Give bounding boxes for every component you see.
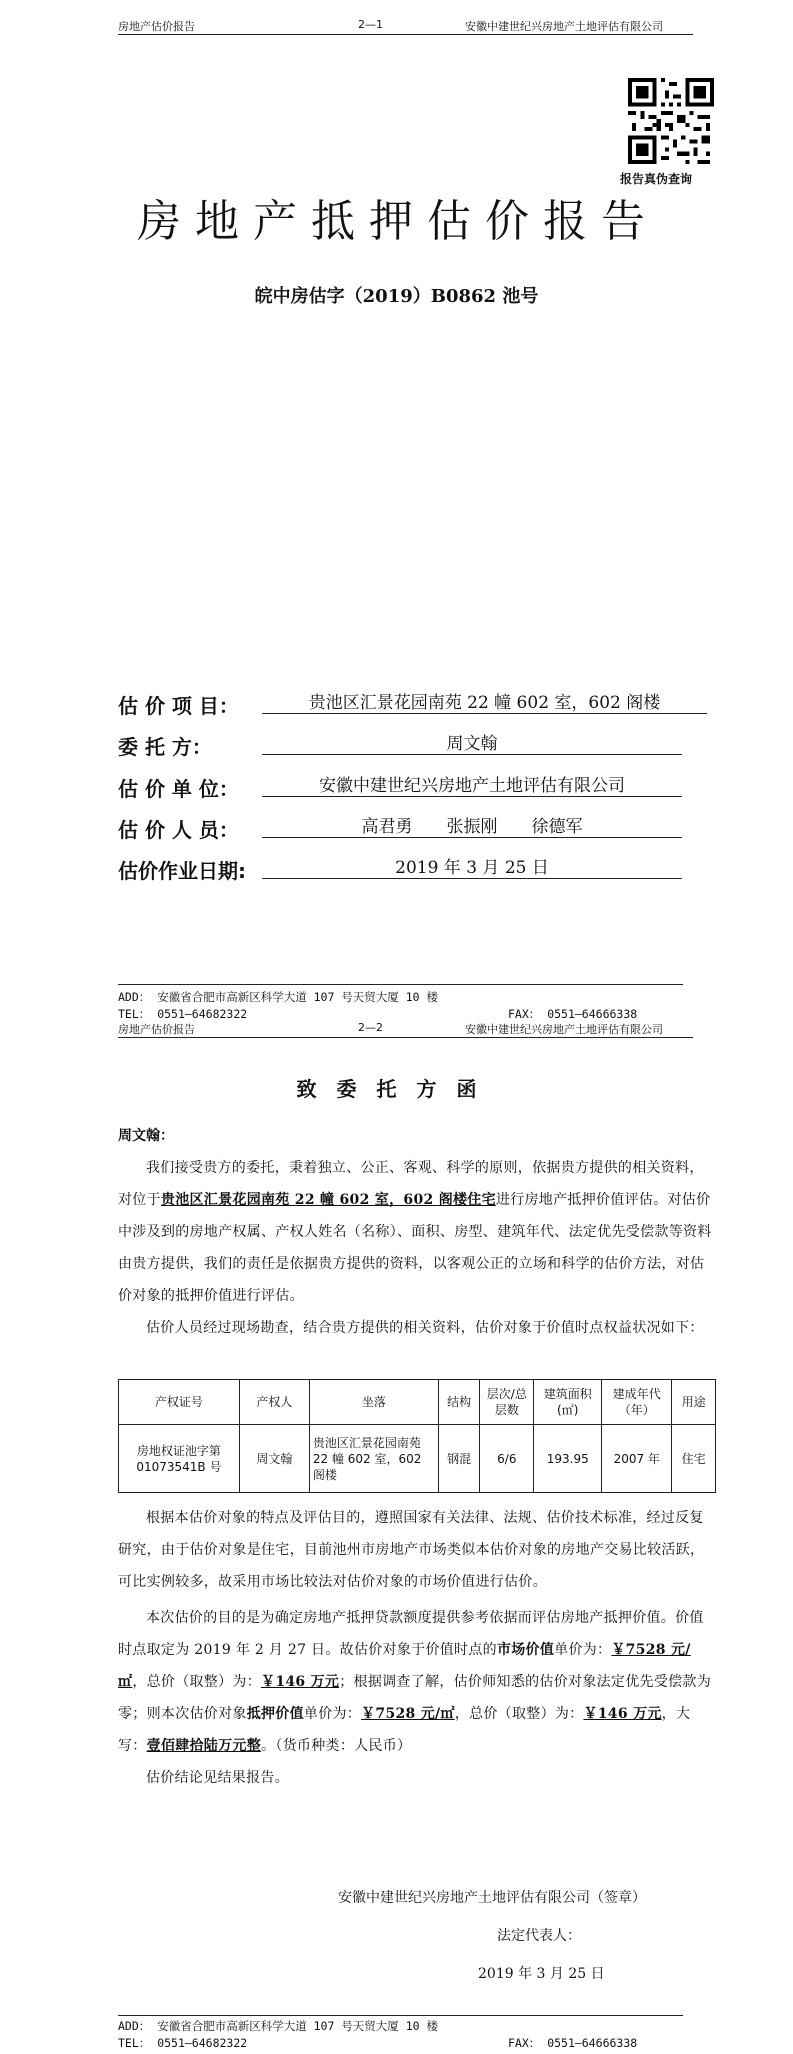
header-rule — [118, 34, 693, 35]
footer-fax: FAX： 0551—64666338 — [508, 1007, 638, 1021]
table-header-cell: 用途 — [672, 1380, 716, 1425]
field-label-unit: 估 价 单 位： — [118, 777, 239, 801]
header-rule — [118, 1037, 693, 1038]
report-title: 房地产抵押估价报告 — [137, 196, 659, 247]
signature-representative: 法定代表人： — [497, 1928, 581, 1944]
table-header-cell: 建筑面积(㎡) — [534, 1380, 602, 1425]
table-header-cell: 层次/总层数 — [480, 1380, 534, 1425]
table-header-cell: 产权证号 — [119, 1380, 240, 1425]
qr-code-icon[interactable] — [628, 78, 714, 164]
paragraph-see-results: 估价结论见结果报告。 — [146, 1770, 289, 1786]
field-label-appraisers: 估 价 人 员： — [118, 818, 239, 842]
header-page-number: 2—1 — [358, 18, 383, 31]
total-in-words: 壹佰肆拾陆万元整 — [146, 1738, 262, 1754]
footer-rule — [118, 2015, 683, 2016]
footer-fax: FAX： 0551—64666338 — [508, 2036, 638, 2050]
table-cell: 钢混 — [438, 1425, 480, 1493]
market-unit-price: ￥7528 元/㎡ — [118, 1642, 691, 1690]
header-company: 安徽中建世纪兴房地产土地评估有限公司 — [465, 1023, 663, 1036]
table-cell: 6/6 — [480, 1425, 534, 1493]
table-cell: 住宅 — [672, 1425, 716, 1493]
field-value-date: 2019 年 3 月 25 日 — [262, 853, 682, 879]
market-total-price: ￥146 万元 — [261, 1674, 340, 1690]
property-address: 贵池区汇景花园南苑 22 幢 602 室，602 阁楼住宅 — [160, 1192, 496, 1208]
property-rights-table — [118, 1379, 716, 1493]
footer-tel: TEL： 0551—64682322 — [118, 2036, 248, 2050]
field-label-project: 估 价 项 目： — [118, 694, 239, 718]
paragraph-conclusion: 本次估价的目的是为确定房地产抵押贷款额度提供参考依据而评估房地产抵押价值。价值时点取定为 2019 年 2 月 27 日。故估价对象于价值时点的市场价值单价为：￥7528 元/㎡，总价（取整）为：￥146 万元；根据调查了解，估价师知悉的估价对象法定优先受偿款为零；则本次估价对象抵押价值单价为：￥7528 元/㎡，总价（取整）为：￥146 万元，大写：壹佰肆拾陆万元整。（货币种类：人民币） — [118, 1610, 712, 1754]
footer-address: ADD： 安徽省合肥市高新区科学大道 107 号天贸大厦 10 楼 — [118, 2019, 439, 2033]
table-header-cell: 结构 — [438, 1380, 480, 1425]
qr-caption: 报告真伪查询 — [620, 172, 693, 186]
salutation: 周文翰： — [118, 1128, 174, 1144]
table-cell: 周文翰 — [239, 1425, 309, 1493]
table-cell: 房地权证池字第 01073541B 号 — [119, 1425, 240, 1493]
footer-address: ADD： 安徽省合肥市高新区科学大道 107 号天贸大厦 10 楼 — [118, 990, 439, 1004]
mortgage-unit-price: ￥7528 元/㎡ — [361, 1706, 455, 1722]
letter-title: 致委托方函 — [296, 1077, 497, 1101]
field-value-client: 周文翰 — [262, 729, 682, 755]
field-value-appraisers: 高君勇 张振刚 徐德军 — [262, 812, 682, 838]
header-left: 房地产估价报告 — [118, 20, 195, 33]
table-cell: 2007 年 — [602, 1425, 672, 1493]
table-header-cell: 建成年代（年） — [602, 1380, 672, 1425]
table-row — [119, 1425, 716, 1493]
table-header-cell: 坐落 — [309, 1380, 438, 1425]
signature-date: 2019 年 3 月 25 日 — [478, 1966, 605, 1982]
field-label-client: 委 托 方： — [118, 735, 212, 759]
header-page-number: 2—2 — [358, 1021, 383, 1034]
paragraph-survey: 估价人员经过现场勘查，结合贵方提供的相关资料，估价对象于价值时点权益状况如下： — [146, 1320, 704, 1336]
footer-rule — [118, 984, 683, 985]
field-label-date: 估价作业日期: — [118, 859, 246, 883]
field-value-project: 贵池区汇景花园南苑 22 幢 602 室，602 阁楼 — [262, 688, 707, 714]
paragraph-intro: 我们接受贵方的委托，秉着独立、公正、客观、科学的原则，依据贵方提供的相关资料，对位于贵池区汇景花园南苑 22 幢 602 室，602 阁楼住宅进行房地产抵押价值评估。对估价中涉及到的房地产权属、产权人姓名（名称）、面积、房型、建筑年代、法定优先受偿款等资料由贵方提供，我们的责任是依据贵方提供的资料，以客观公正的立场和科学的估价方法，对估价对象的抵押价值进行评估。 — [118, 1160, 712, 1304]
signature-company: 安徽中建世纪兴房地产土地评估有限公司（签章） — [338, 1890, 646, 1906]
table-cell: 贵池区汇景花园南苑 22 幢 602 室，602 阁楼 — [309, 1425, 438, 1493]
header-left: 房地产估价报告 — [118, 1023, 195, 1036]
footer-tel: TEL： 0551—64682322 — [118, 1007, 248, 1021]
table-header-cell: 产权人 — [239, 1380, 309, 1425]
paragraph-method: 根据本估价对象的特点及评估目的，遵照国家有关法律、法规、估价技术标准，经过反复研究，由于估价对象是住宅，目前池州市房地产市场类似本估价对象的房地产交易比较活跃，可比实例较多，故采用市场比较法对估价对象的市场价值进行估价。 — [118, 1510, 705, 1590]
table-header-row — [119, 1380, 716, 1425]
header-company: 安徽中建世纪兴房地产土地评估有限公司 — [465, 20, 663, 33]
table-cell: 193.95 — [534, 1425, 602, 1493]
field-value-unit: 安徽中建世纪兴房地产土地评估有限公司 — [262, 771, 682, 797]
report-number: 皖中房估字（2019）B0862 池号 — [254, 286, 539, 307]
mortgage-total-price: ￥146 万元 — [583, 1706, 662, 1722]
